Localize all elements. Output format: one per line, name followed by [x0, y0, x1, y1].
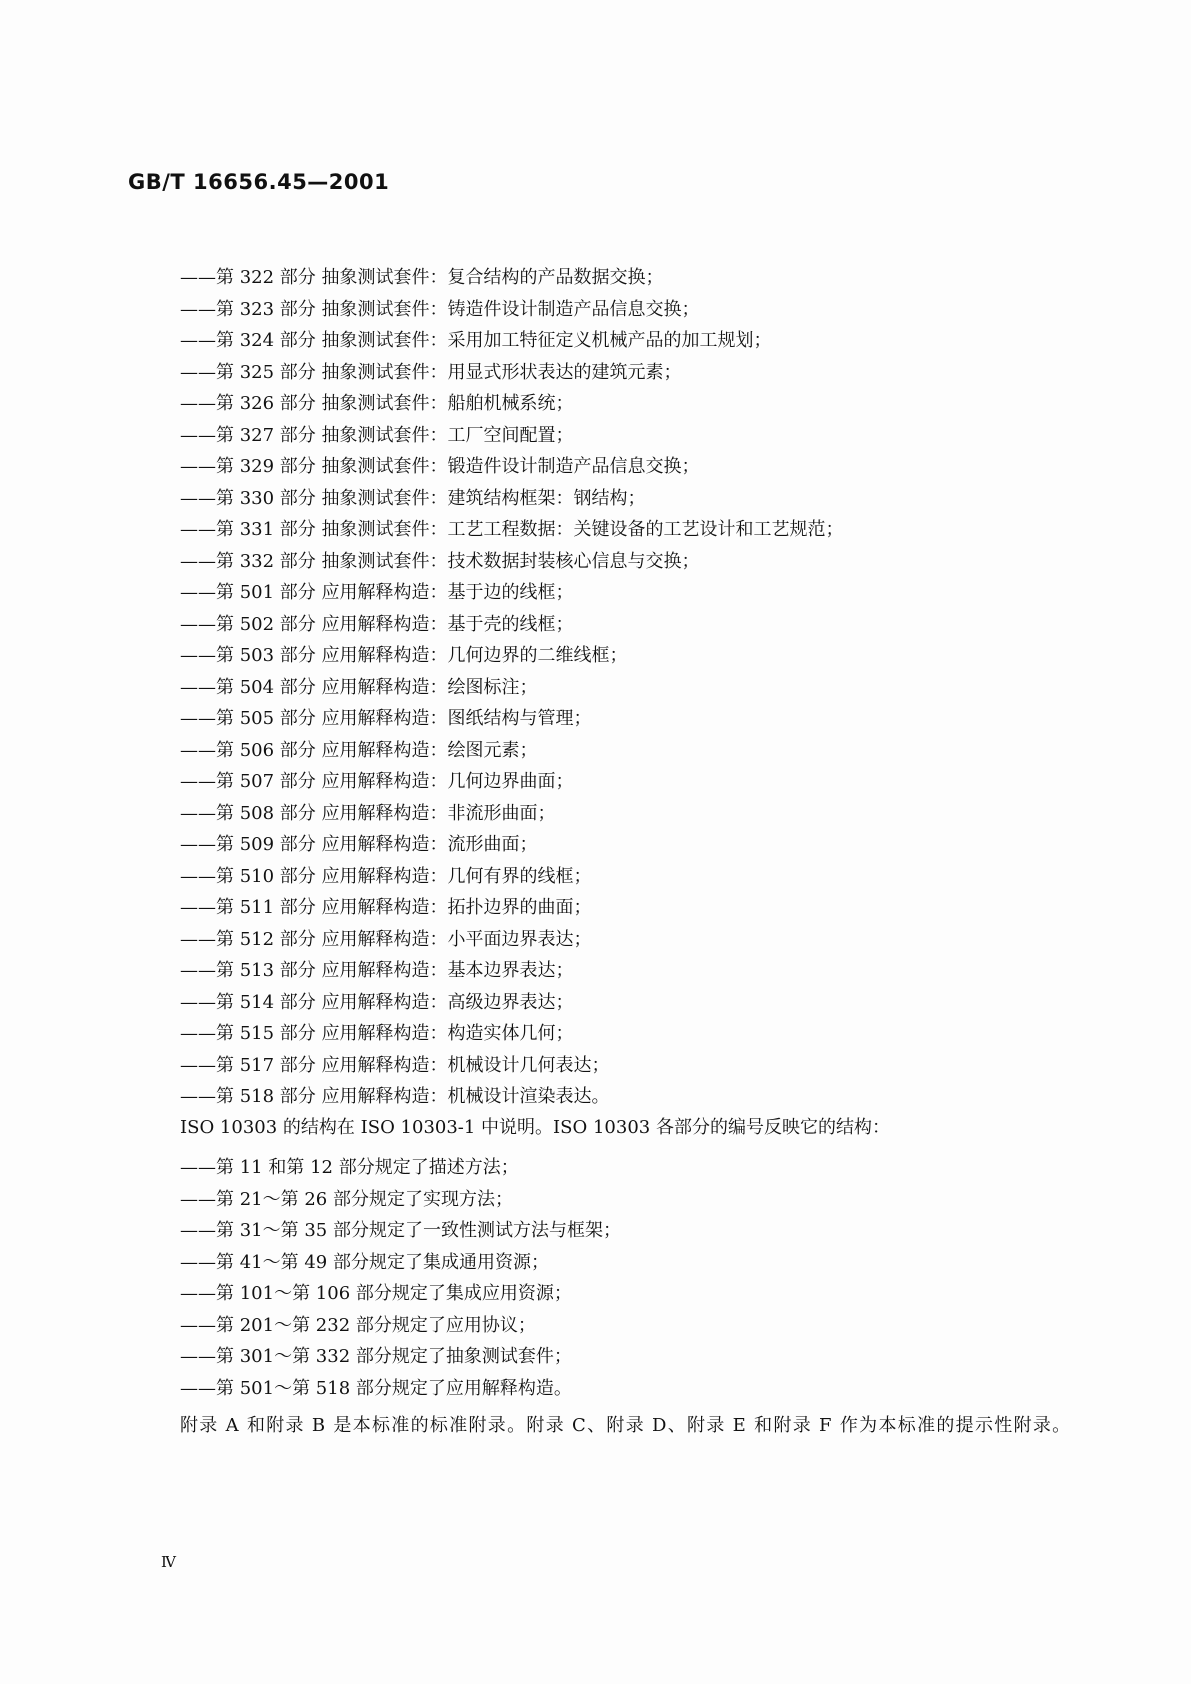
- structure-list: [180, 1152, 621, 1404]
- list-item: ——第 518 部分 应用解释构造：机械设计渲染表达。: [180, 1086, 610, 1107]
- list-item: ——第 41～第 49 部分规定了集成通用资源；: [180, 1251, 549, 1273]
- list-item: ——第 11 和第 12 部分规定了描述方法；: [180, 1157, 519, 1178]
- list-item: ——第 505 部分 应用解释构造：图纸结构与管理；: [180, 708, 592, 729]
- list-item: ——第 509 部分 应用解释构造：流形曲面；: [180, 834, 538, 855]
- list-item: ——第 326 部分 抽象测试套件：船舶机械系统；: [180, 393, 574, 414]
- list-item: ——第 510 部分 应用解释构造：几何有界的线框；: [180, 865, 592, 887]
- list-item: ——第 322 部分 抽象测试套件：复合结构的产品数据交换；: [180, 267, 664, 288]
- list-item: ——第 514 部分 应用解释构造：高级边界表达；: [180, 991, 574, 1013]
- list-item: ——第 330 部分 抽象测试套件：建筑结构框架：钢结构；: [180, 487, 646, 509]
- list-item: ——第 332 部分 抽象测试套件：技术数据封装核心信息与交换；: [180, 550, 700, 572]
- list-item: ——第 21～第 26 部分规定了实现方法；: [180, 1188, 513, 1210]
- list-item: ——第 501 部分 应用解释构造：基于边的线框；: [180, 582, 574, 603]
- list-item: ——第 324 部分 抽象测试套件：采用加工特征定义机械产品的加工规划；: [180, 330, 772, 351]
- standard-number: GB/T 16656.45—2001: [128, 170, 390, 194]
- list-item: ——第 323 部分 抽象测试套件：铸造件设计制造产品信息交换；: [180, 298, 700, 320]
- list-item: ——第 517 部分 应用解释构造：机械设计几何表达；: [180, 1054, 610, 1076]
- list-item: ——第 504 部分 应用解释构造：绘图标注；: [180, 676, 538, 698]
- list-item: ——第 515 部分 应用解释构造：构造实体几何；: [180, 1023, 574, 1044]
- list-item: ——第 329 部分 抽象测试套件：锻造件设计制造产品信息交换；: [180, 456, 700, 477]
- list-item: ——第 507 部分 应用解释构造：几何边界曲面；: [180, 771, 574, 792]
- list-item: ——第 201～第 232 部分规定了应用协议；: [180, 1314, 536, 1336]
- list-item: ——第 327 部分 抽象测试套件：工厂空间配置；: [180, 424, 574, 446]
- page-number: Ⅳ: [161, 1553, 176, 1571]
- list-item: ——第 503 部分 应用解释构造：几何边界的二维线框；: [180, 645, 628, 666]
- structure-intro-paragraph: ISO 10303 的结构在 ISO 10303-1 中说明。ISO 10303 各部分的编号反映它的结构：: [180, 1117, 890, 1138]
- list-item: ——第 508 部分 应用解释构造：非流形曲面；: [180, 802, 556, 824]
- list-item: ——第 512 部分 应用解释构造：小平面边界表达；: [180, 928, 592, 950]
- list-item: ——第 301～第 332 部分规定了抽象测试套件；: [180, 1346, 572, 1367]
- list-item: ——第 513 部分 应用解释构造：基本边界表达；: [180, 960, 574, 981]
- list-item: ——第 511 部分 应用解释构造：拓扑边界的曲面；: [180, 897, 592, 918]
- list-item: ——第 101～第 106 部分规定了集成应用资源；: [180, 1283, 572, 1304]
- list-item: ——第 331 部分 抽象测试套件：工艺工程数据：关键设备的工艺设计和工艺规范；: [180, 519, 844, 540]
- list-item: ——第 501～第 518 部分规定了应用解释构造。: [180, 1377, 572, 1399]
- parts-list: [180, 262, 844, 1113]
- list-item: ——第 502 部分 应用解释构造：基于壳的线框；: [180, 613, 574, 635]
- annex-paragraph: 附录 A 和附录 B 是本标准的标准附录。附录 C、附录 D、附录 E 和附录 F 作为本标准的提示性附录。: [180, 1415, 1072, 1436]
- list-item: ——第 506 部分 应用解释构造：绘图元素；: [180, 739, 538, 761]
- list-item: ——第 31～第 35 部分规定了一致性测试方法与框架；: [180, 1220, 621, 1241]
- list-item: ——第 325 部分 抽象测试套件：用显式形状表达的建筑元素；: [180, 361, 682, 383]
